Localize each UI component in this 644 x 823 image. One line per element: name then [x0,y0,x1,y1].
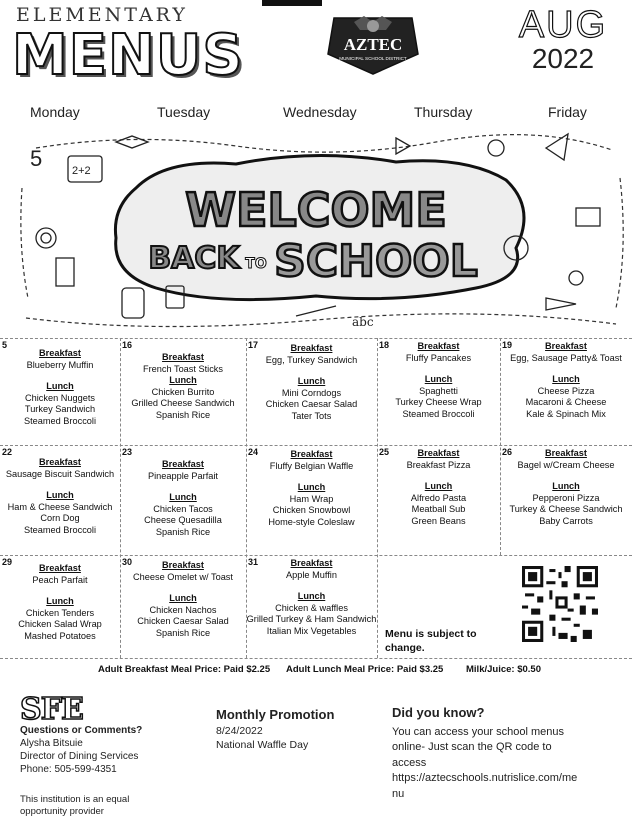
breakfast-heading: Breakfast [545,448,587,458]
lunch-item: Chicken Snowbowl [272,505,351,515]
breakfast-item: Peach Parfait [32,574,88,585]
lunch-item: Chicken Caesar Salad [265,399,358,409]
adult-lunch-price: Adult Lunch Meal Price: Paid $3.25 [286,664,444,675]
breakfast-item: Fluffy Belgian Waffle [269,460,354,471]
lunch-item: Spaghetti [419,385,458,396]
lunch-heading: Lunch [552,374,580,384]
menu-subtitle: ELEMENTARY [16,4,188,26]
breakfast-item: Cheese Omelet w/ Toast [133,571,233,582]
menu-cell-19 [500,338,632,445]
breakfast-item: French Toast Sticks [143,363,223,374]
lunch-item: Baby Carrots [539,515,593,526]
day-header-thursday: Thursday [414,104,473,120]
day-header-monday: Monday [30,104,80,120]
banner-back: BACK [148,241,240,276]
institution-line: This institution is an equal [20,794,130,805]
lunch-item: Chicken Burrito [151,386,215,397]
day-number: 24 [248,447,259,457]
menu-url-link[interactable]: nu [392,787,405,800]
month-label: AUG [518,4,608,46]
menu-cell-31 [246,555,377,658]
breakfast-heading: Breakfast [162,560,204,570]
breakfast-heading: Breakfast [290,343,333,353]
lunch-item: Tater Tots [291,410,332,421]
menu-cell-5 [0,338,120,445]
promo-name: National Waffle Day [216,739,309,751]
day-number: 18 [379,340,390,350]
breakfast-item: Breakfast Pizza [406,459,471,470]
day-header-friday: Friday [548,104,587,120]
day-number: 29 [2,557,13,567]
lunch-item: Macaroni & Cheese [525,397,607,407]
lunch-heading: Lunch [169,375,197,385]
breakfast-heading: Breakfast [162,459,204,469]
top-black-bar [262,0,322,6]
lunch-item: Grilled Turkey & Ham Sandwich [246,614,377,624]
lunch-heading: Lunch [297,591,326,601]
lunch-item: Corn Dog [40,513,80,523]
menu-cell-29 [0,555,120,658]
contact-phone: Phone: 505-599-4351 [20,764,117,775]
lunch-item: Spanish Rice [155,526,211,537]
lunch-item: Turkey & Cheese Sandwich [509,504,623,514]
menu-cell-17 [246,338,377,445]
menu-cell-22 [0,445,120,555]
menu-title: MENUS [12,23,244,88]
lunch-item: Italian Mix Vegetables [266,625,357,636]
breakfast-item: Egg, Sausage Patty& Toast [510,352,622,363]
logo-subtext: MUNICIPAL SCHOOL DISTRICT [339,56,407,61]
breakfast-item: Sausage Biscuit Sandwich [5,468,115,479]
breakfast-heading: Breakfast [417,448,460,458]
lunch-heading: Lunch [297,482,326,492]
year-label: 2022 [531,43,595,74]
lunch-heading: Lunch [46,490,74,500]
lunch-item: Steamed Broccoli [23,524,96,535]
lunch-item: Ham Wrap [289,493,334,504]
breakfast-heading: Breakfast [290,558,333,568]
lunch-item: Kale & Spinach Mix [526,408,606,419]
contact-name: Alysha Bitsuie [20,738,83,749]
breakfast-heading: Breakfast [39,348,81,358]
lunch-item: Steamed Broccoli [402,408,475,419]
lunch-heading: Lunch [46,596,74,606]
welcome-back-banner [16,128,628,336]
doodle-math: 2+2 [72,165,91,177]
lunch-item: Spanish Rice [155,627,211,638]
lunch-item: Chicken Tacos [153,503,213,514]
lunch-item: Mashed Potatoes [24,630,96,641]
monthly-promotion [216,708,334,752]
breakfast-item: Bagel w/Cream Cheese [517,459,615,470]
menu-url-link[interactable]: https://aztecschools.nutrislice.com/me [392,772,578,784]
lunch-item: Chicken Nuggets [25,392,95,403]
lunch-item: Green Beans [411,515,466,526]
lunch-item: Chicken Nachos [149,604,217,615]
lunch-item: Chicken Tenders [25,607,95,618]
lunch-item: Grilled Cheese Sandwich [131,398,235,408]
lunch-heading: Lunch [169,492,197,502]
breakfast-heading: Breakfast [162,352,204,362]
lunch-item: Mini Corndogs [281,387,342,398]
menu-cell-26 [500,445,632,555]
lunch-item: Chicken Salad Wrap [18,619,102,629]
day-header-wednesday: Wednesday [283,104,357,120]
grid-line [0,658,632,659]
lunch-item: Turkey Sandwich [24,404,96,414]
lunch-item: Alfredo Pasta [410,492,467,503]
institution-line: opportunity provider [20,806,104,817]
dyk-title: Did you know? [392,705,485,720]
day-number: 30 [122,557,133,567]
lunch-item: Meatball Sub [411,504,466,514]
breakfast-item: Apple Muffin [286,569,337,580]
lunch-heading: Lunch [424,374,453,384]
breakfast-item: Pineapple Parfait [148,470,218,481]
questions-block [20,724,142,776]
adult-breakfast-price: Adult Breakfast Meal Price: Paid $2.25 [98,664,271,675]
lunch-heading: Lunch [424,481,453,491]
lunch-item: Spanish Rice [155,409,211,420]
breakfast-heading: Breakfast [290,449,333,459]
svg-text:5: 5 [30,146,43,171]
menu-cell-18 [377,338,500,445]
breakfast-heading: Breakfast [39,563,81,573]
dyk-text: You can access your school menus [392,725,565,738]
lunch-item: Turkey Cheese Wrap [395,397,482,407]
menu-cell-24 [246,445,377,555]
dyk-text: online- Just scan the QR code to [392,741,552,753]
lunch-item: Chicken & waffles [275,602,348,613]
lunch-item: Steamed Broccoli [23,415,96,426]
logo-text: AZTEC [343,35,403,54]
lunch-heading: Lunch [46,381,74,391]
menu-cell-16 [120,338,246,445]
lunch-item: Ham & Cheese Sandwich [7,501,113,512]
day-number: 16 [122,340,133,350]
questions-title: Questions or Comments? [20,725,143,736]
lunch-heading: Lunch [552,481,580,491]
lunch-item: Pepperoni Pizza [532,492,600,503]
banner-welcome: WELCOME [185,183,447,237]
breakfast-item: Fluffy Pancakes [405,352,472,363]
menu-cell-23 [120,445,246,555]
banner-to: TO [245,256,267,272]
aztec-logo [324,14,422,76]
breakfast-heading: Breakfast [39,457,81,467]
breakfast-item: Blueberry Muffin [26,359,94,370]
contact-title: Director of Dining Services [20,751,139,762]
lunch-item: Chicken Caesar Salad [137,616,229,626]
day-header-tuesday: Tuesday [157,104,211,120]
breakfast-item: Egg, Turkey Sandwich [265,354,358,365]
promo-date: 8/24/2022 [216,725,263,737]
menu-cell-25 [377,445,500,555]
equal-opportunity-statement [20,794,129,818]
qr-code[interactable] [522,566,598,642]
lunch-heading: Lunch [169,593,197,603]
doodle-abc: abc [352,315,374,329]
lunch-item: Cheese Quesadilla [144,515,222,525]
did-you-know [392,705,592,802]
sfe-logo: SFE [20,692,83,727]
lunch-heading: Lunch [297,376,326,386]
menu-cell-30 [120,555,246,658]
dyk-text: access [392,756,427,769]
lunch-item: Home-style Coleslaw [268,516,355,527]
day-number: 19 [502,340,513,350]
breakfast-heading: Breakfast [417,341,460,351]
day-number: 31 [248,557,259,567]
menu-change-notice: Menu is subject to change. [385,628,477,654]
breakfast-heading: Breakfast [545,341,587,351]
promo-title: Monthly Promotion [216,707,335,722]
banner-school: SCHOOL [274,236,478,287]
day-number: 22 [2,447,13,457]
milk-juice-price: Milk/Juice: $0.50 [466,664,541,675]
day-number: 17 [248,340,259,350]
day-number: 25 [379,447,390,457]
day-number: 5 [2,340,8,350]
lunch-item: Cheese Pizza [537,385,595,396]
day-number: 26 [502,447,513,457]
day-number: 23 [122,447,133,457]
